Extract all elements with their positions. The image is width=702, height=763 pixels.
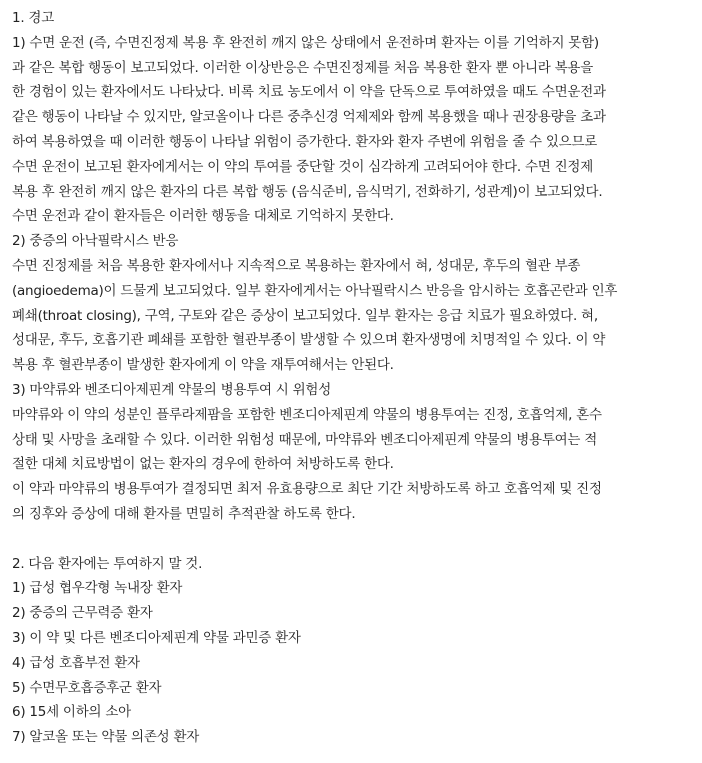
warning-item-2-line: (angioedema)이 드물게 보고되었다. 일부 환자에게서는 아낙필락시스 반응을 암시하는 호흡곤란과 인후: [12, 282, 618, 299]
contraindication-item: 6) 15세 이하의 소아: [12, 704, 131, 721]
warning-item-1-line: 과 같은 복합 행동이 보고되었다. 이러한 이상반응은 수면진정제를 처음 복용한 환자 뿐 아니라 복용을: [12, 59, 594, 76]
warning-item-1-title: 1) 수면 운전 (즉, 수면진정제 복용 후 완전히 깨지 않은 상태에서 운전하며 환자는 이를 기억하지 못함): [12, 34, 599, 51]
contraindication-item: 1) 급성 협우각형 녹내장 환자: [12, 580, 183, 597]
warning-item-3-line: 절한 대체 치료방법이 없는 환자의 경우에 한하여 처방하도록 한다.: [12, 456, 394, 473]
warning-item-3-line: 마약류와 이 약의 성분인 플루라제팜을 포함한 벤조디아제핀계 약물의 병용투여는 진정, 호흡억제, 혼수: [12, 406, 602, 423]
warning-item-1-line: 수면 운전과 같이 환자들은 이러한 행동을 대체로 기억하지 못한다.: [12, 208, 394, 225]
warning-item-1-line: 같은 행동이 나타날 수 있지만, 알코올이나 다른 중추신경 억제제와 함께 복용했을 때나 권장용량을 초과: [12, 109, 606, 126]
contraindication-item: 4) 급성 호흡부전 환자: [12, 654, 140, 671]
contraindication-item: 3) 이 약 및 다른 벤조디아제핀계 약물 과민증 환자: [12, 629, 301, 646]
warning-item-1-line: 복용 후 완전히 깨지 않은 환자의 다른 복합 행동 (음식준비, 음식먹기, 전화하기, 성관계)이 보고되었다.: [12, 183, 603, 200]
section-contraindications-heading: 2. 다음 환자에는 투여하지 말 것.: [12, 555, 203, 572]
section-spacer: [12, 527, 694, 552]
warning-item-2-title: 2) 중증의 아낙필락시스 반응: [12, 233, 179, 250]
warning-item-3-title: 3) 마약류와 벤조디아제핀계 약물의 병용투여 시 위험성: [12, 381, 332, 398]
warning-item-2-line: 수면 진정제를 처음 복용한 환자에서나 지속적으로 복용하는 환자에서 혀, 성대문, 후두의 혈관 부종: [12, 257, 581, 274]
contraindication-item: 7) 알코올 또는 약물 의존성 환자: [12, 729, 200, 746]
warning-item-3-line: 의 징후와 증상에 대해 환자를 면밀히 추적관찰 하도록 한다.: [12, 505, 356, 522]
warning-item-3-line: 상태 및 사망을 초래할 수 있다. 이러한 위험성 때문에, 마약류와 벤조디아제핀계 약물의 병용투여는 적: [12, 431, 598, 448]
warning-item-1-line: 수면 운전이 보고된 환자에게서는 이 약의 투여를 중단할 것이 심각하게 고려되어야 한다. 수면 진정제: [12, 158, 594, 175]
warning-item-1-line: 한 경험이 있는 환자에서도 나타났다. 비록 치료 농도에서 이 약을 단독으로 투여하였을 때도 수면운전과: [12, 84, 606, 101]
section-warning-heading: 1. 경고: [12, 10, 55, 26]
warning-item-3-line: 이 약과 마약류의 병용투여가 결정되면 최저 유효용량으로 최단 기간 처방하도록 하고 호흡억제 및 진정: [12, 481, 602, 498]
warning-item-2-line: 복용 후 혈관부종이 발생한 환자에게 이 약을 재투여해서는 안된다.: [12, 357, 394, 374]
warning-item-2-line: 성대문, 후두, 호흡기관 폐쇄를 포함한 혈관부종이 발생할 수 있으며 환자생명에 치명적일 수 있다. 이 약: [12, 332, 606, 349]
warning-item-2-line: 폐쇄(throat closing), 구역, 구토와 같은 증상이 보고되었다. 일부 환자는 응급 치료가 필요하였다. 혀,: [12, 307, 598, 324]
contraindication-item: 2) 중증의 근무력증 환자: [12, 605, 153, 622]
warning-item-1-line: 하여 복용하였을 때 이러한 행동이 나타날 위험이 증가한다. 환자와 환자 주변에 위험을 줄 수 있으므로: [12, 133, 598, 150]
contraindication-item: 5) 수면무호흡증후군 환자: [12, 679, 162, 696]
